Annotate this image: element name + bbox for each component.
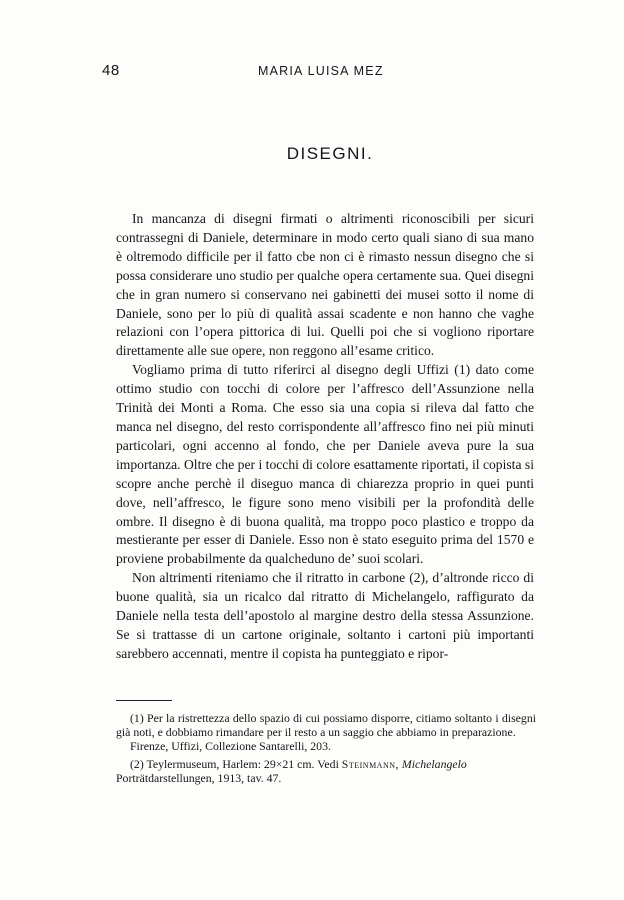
section-title: DISEGNI. [286,144,374,163]
footnote-2-continuation: Porträtdarstellungen, 1913, tav. 47. [116,770,282,785]
footnote-2-prefix: (2) Teylermuseum, Harlem: 29×21 cm. Vedi [130,756,339,771]
footnote-2-author: Steinmann, [341,756,399,771]
footnote-1-reference: Firenze, Uffizi, Collezione Santarelli, 203. [130,739,331,754]
paragraph: Vogliamo prima di tutto riferirci al disegno degli Uffizi (1) dato come ottimo studio con tocchi di colore per l’affresco dell’Assunzione nella Trinità dei Monti a Roma. Che esso sia una copia si rileva dal fatto che manca nel disegno, del resto corrispondente all’affresco fino nei più minuti particolari, ogni accenno al fondo, che per Daniele aveva pure la sua importanza. Oltre che per i tocchi di colore esattamente riportati, il copista si scopre anche perchè il diseguo manca di chiarezza proprio in quei punti dove, nell’affresco, le figure sono meno visibili per la profondità delle ombre. Il disegno è di buona qualità, ma troppo poco plastico e troppo da mestierante per esser di Daniele. Esso non è stato eseguito prima del 1570 e proviene probabilmente da qualcheduno de’ suoi scolari. [116,362,534,567]
page-number: 48 [102,62,120,79]
footnote-2 [116,757,536,771]
body-text [116,210,534,664]
paragraph: In mancanza di disegni firmati o altrimenti riconoscibili per sicuri contrassegni di Daniele, determinare in modo certo quali siano di sua mano è oltremodo difficile per il fatto cbe non ci è rimasto nessun disegno che si possa considerare uno studio per qualche opera certamente sua. Quei disegni che in gran numero si conservano nei gabinetti dei musei sotto il nome di Daniele, sono per lo più di qualità assai scadente e non hanno che vaghe relazioni con l’opera pittorica di lui. Quelli poi che si vogliono riportare direttamente alle sue opere, non reggono all’esame critico. [116,211,534,359]
footnote-2-title: Michelangelo [401,756,467,771]
footnotes [116,711,536,785]
footnote-1: (1) Per la ristrettezza dello spazio di cui possiamo disporre, citiamo soltanto i disegni già noti, e dobbiamo rimandare per il resto a un saggio che abbiamo in preparazione. [116,711,536,740]
footnote-divider [116,700,172,701]
paragraph: Non altrimenti riteniamo che il ritratto in carbone (2), d’altronde ricco di buone qualità, sia un ricalco dal ritratto di Michelangelo, raffigurato da Daniele nella testa dell’apostolo al margine destro della stessa Assunzione. Se si trattasse di un cartone originale, soltanto i cartoni più importanti sarebbero accennati, mentre il copista ha punteggiato e ripor- [116,570,534,661]
running-head: MARIA LUISA MEZ [258,64,384,78]
